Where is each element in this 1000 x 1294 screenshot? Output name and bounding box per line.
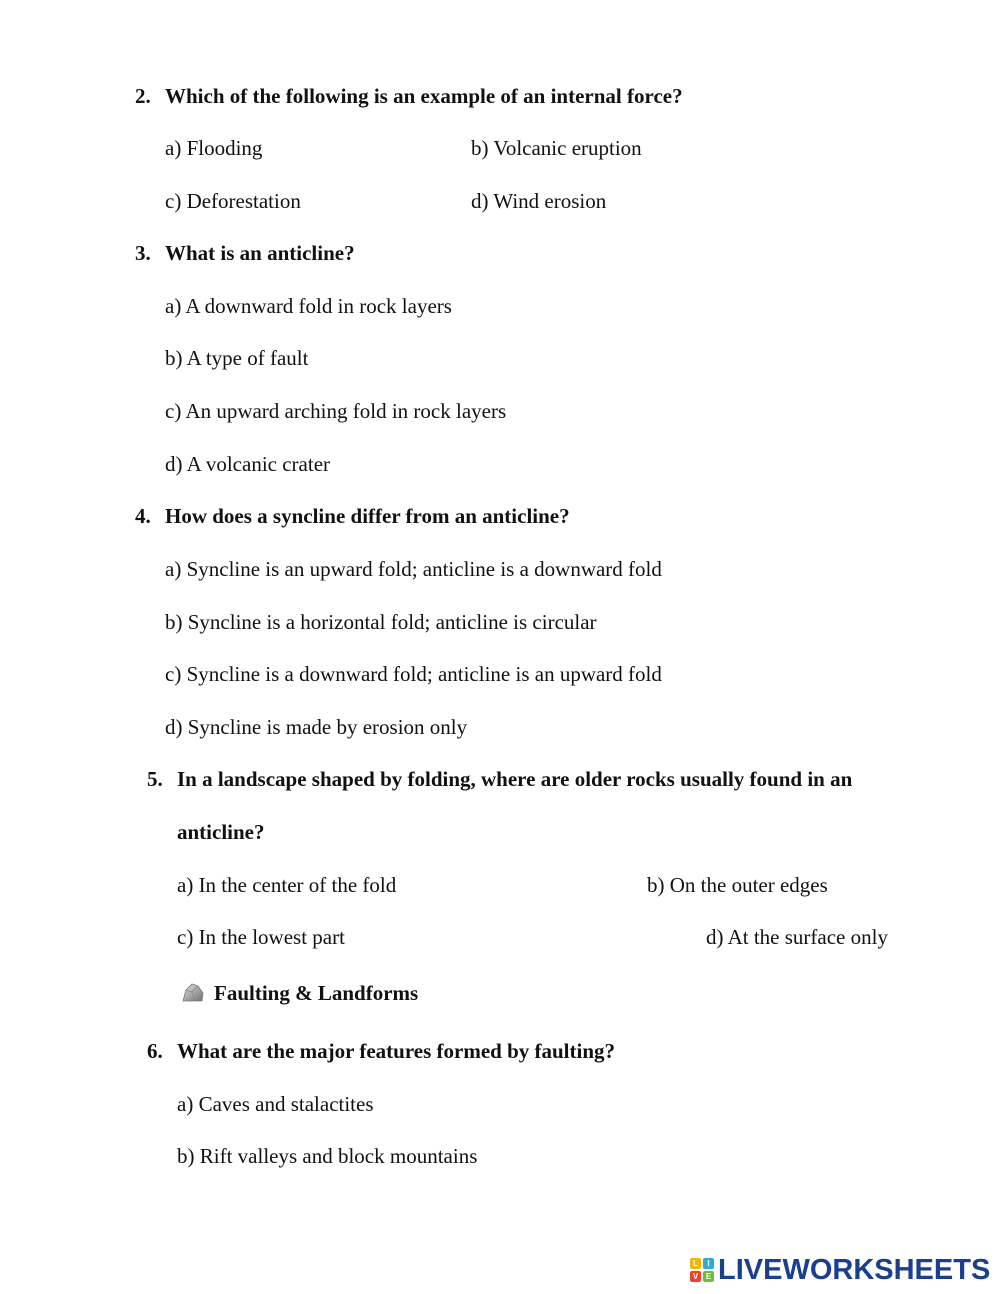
question-5 — [147, 765, 852, 793]
option-5b[interactable]: b) On the outer edges — [647, 873, 828, 897]
option-2d[interactable]: d) Wind erosion — [471, 189, 607, 213]
logo-square: L — [690, 1258, 701, 1269]
option-3a[interactable]: a) A downward fold in rock layers — [165, 294, 452, 318]
question-5-continued: anticline? — [177, 820, 265, 844]
option-6a[interactable]: a) Caves and stalactites — [177, 1092, 374, 1116]
rock-icon — [180, 981, 206, 1005]
option-2c[interactable]: c) Deforestation — [165, 189, 301, 213]
option-5d[interactable]: d) At the surface only — [706, 925, 888, 949]
logo-text: LIVEWORKSHEETS — [718, 1253, 991, 1286]
option-4d[interactable]: d) Syncline is made by erosion only — [165, 715, 468, 739]
question-text: How does a syncline differ from an anticline? — [165, 504, 570, 528]
option-2a[interactable]: a) Flooding — [165, 136, 263, 160]
question-text: What is an anticline? — [165, 241, 355, 265]
section-title: Faulting & Landforms — [214, 981, 419, 1005]
option-5c[interactable]: c) In the lowest part — [177, 925, 345, 949]
question-text: What are the major features formed by faulting? — [177, 1039, 616, 1063]
question-number: 4. — [135, 504, 151, 528]
question-number: 3. — [135, 241, 151, 265]
option-6b[interactable]: b) Rift valleys and block mountains — [177, 1144, 478, 1168]
question-number: 6. — [147, 1039, 163, 1063]
logo-square: V — [690, 1271, 701, 1282]
question-text: In a landscape shaped by folding, where are older rocks usually found in an — [177, 767, 853, 791]
logo-square: I — [703, 1258, 714, 1269]
option-2b[interactable]: b) Volcanic eruption — [471, 136, 642, 160]
liveworksheets-logo — [690, 1253, 990, 1287]
question-6 — [147, 1037, 615, 1065]
question-number: 5. — [147, 767, 163, 791]
option-3b[interactable]: b) A type of fault — [165, 346, 309, 370]
option-5a[interactable]: a) In the center of the fold — [177, 873, 397, 897]
question-text: Which of the following is an example of an internal force? — [165, 84, 683, 108]
logo-square: E — [703, 1271, 714, 1282]
section-heading — [180, 979, 418, 1007]
question-number: 2. — [135, 84, 151, 108]
question-2 — [135, 82, 683, 110]
question-4 — [135, 502, 570, 530]
option-4c[interactable]: c) Syncline is a downward fold; anticline is an upward fold — [165, 662, 662, 686]
question-3 — [135, 239, 355, 267]
logo-squares-icon — [690, 1258, 714, 1282]
option-4b[interactable]: b) Syncline is a horizontal fold; anticline is circular — [165, 610, 597, 634]
option-3d[interactable]: d) A volcanic crater — [165, 452, 331, 476]
option-3c[interactable]: c) An upward arching fold in rock layers — [165, 399, 507, 423]
option-4a[interactable]: a) Syncline is an upward fold; anticline is a downward fold — [165, 557, 662, 581]
